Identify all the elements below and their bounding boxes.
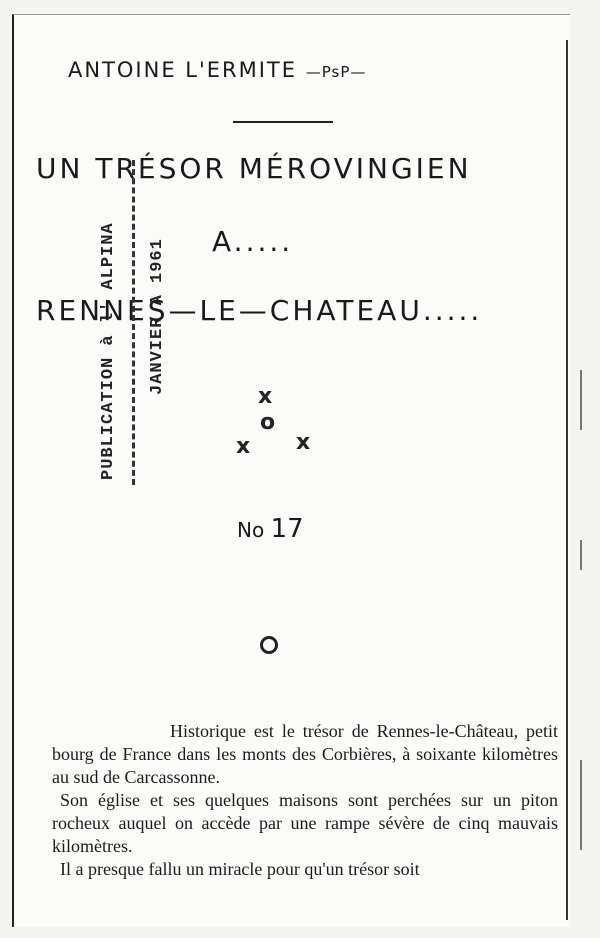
circle-ornament xyxy=(260,636,278,654)
edge-mark xyxy=(580,540,582,570)
title-line-1: UN TRÉSOR MÉROVINGIEN xyxy=(36,152,472,185)
article-text xyxy=(52,720,558,881)
title-divider xyxy=(233,121,333,123)
author-suffix: —PsP— xyxy=(305,63,367,81)
page-right-border xyxy=(566,40,568,920)
paragraph-3: Il a presque fallu un miracle pour qu'un trésor soit xyxy=(60,859,420,879)
author-line xyxy=(68,58,366,82)
cross-mark-top: x xyxy=(258,384,273,409)
cross-mark-right: x xyxy=(296,430,311,455)
issue-number-prefix: No xyxy=(237,518,265,542)
publication-stamp: PUBLICATION à l' ALPINA xyxy=(99,222,118,480)
author-name: ANTOINE L'ERMITE xyxy=(68,58,298,82)
paragraph-2: Son église et ses quelques maisons sont perchées sur un piton rocheux auquel on accède par une rampe sévère de cinq mauvais kilomètres. xyxy=(52,790,558,856)
cross-mark-left: x xyxy=(236,434,251,459)
title-line-3: RENNES—LE—CHATEAU..... xyxy=(36,294,483,327)
edge-mark xyxy=(580,760,582,850)
edge-mark xyxy=(580,370,582,430)
issue-number xyxy=(237,514,304,544)
issue-number-value: 17 xyxy=(270,514,304,544)
paragraph-1: Historique est le trésor de Rennes-le-Château, petit bourg de France dans les monts des Corbières, à soixante kilomètres au sud de Carcassonne. xyxy=(52,721,558,787)
date-stamp: JANVIER A 1961 xyxy=(148,238,167,395)
circle-mark-middle: o xyxy=(260,410,276,435)
stamp-dashed-line xyxy=(132,160,135,485)
title-line-2: A..... xyxy=(212,225,294,258)
